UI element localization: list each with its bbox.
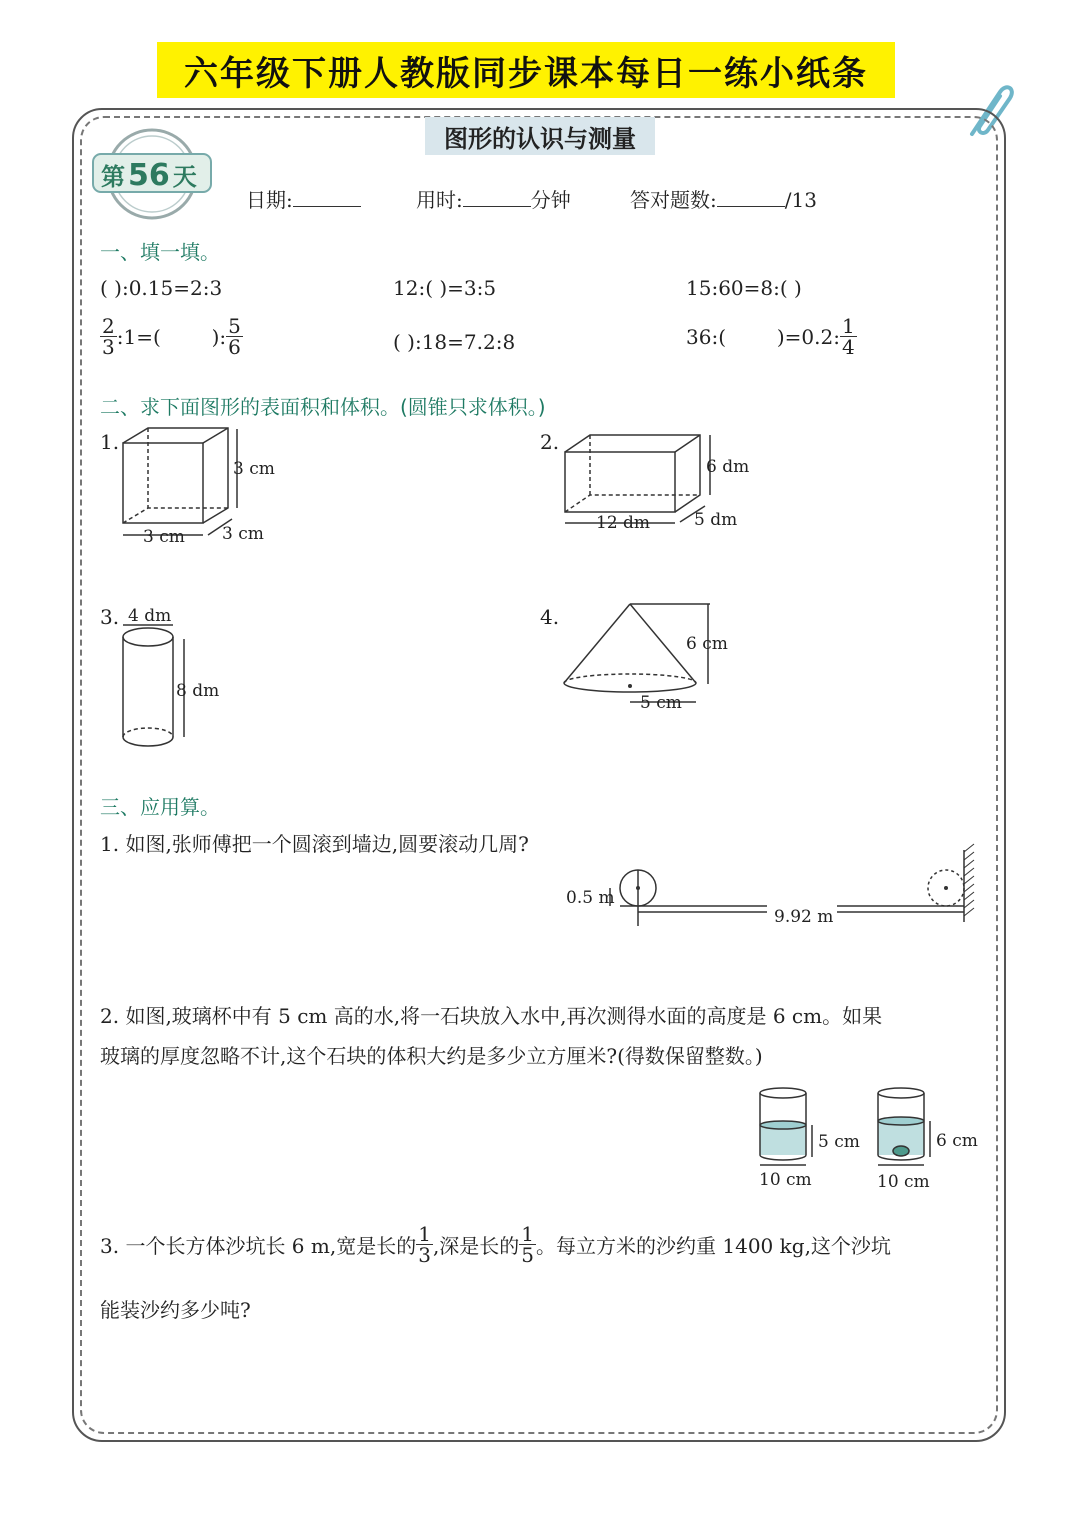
section-2-title: 二、求下面图形的表面积和体积。(圆锥只求体积。) [100,395,546,419]
fraction [840,316,857,357]
app-q3-part-c: 。每立方米的沙约重 1400 kg,这个沙坑 [536,1234,891,1258]
denominator: 4 [841,335,855,359]
app-q1: 1. 如图,张师傅把一个圆滚到墙边,圆要滚动几周? [100,832,529,856]
s1-q4-mid: :1=( ): [116,324,227,349]
fraction [226,316,243,357]
app-q3-part-b: ,深是长的 [432,1234,520,1258]
cube-length-label: 3 cm [143,527,185,547]
time-field [416,184,571,213]
numerator: 1 [418,1222,431,1246]
app-q2-line1: 2. 如图,玻璃杯中有 5 cm 高的水,将一石块放入水中,再次测得水面的高度是 6 cm。如果 [100,1004,883,1028]
figure-2-number: 2. [540,430,560,454]
figure-cuboid [560,430,750,533]
figure-3-number: 3. [100,605,120,629]
numerator: 1 [521,1222,535,1246]
day-badge [93,128,211,220]
app-q3-part-a: 3. 一个长方体沙坑长 6 m,宽是长的 [100,1234,417,1258]
cone-height-label: 6 cm [686,634,728,654]
time-unit: 分钟 [530,188,571,212]
cuboid-length-label: 12 dm [596,513,651,533]
score-blank[interactable] [717,188,785,207]
radius-label: 0.5 m [566,888,615,908]
time-blank[interactable] [463,188,531,207]
distance-label: 9.92 m [774,907,834,927]
s1-q1: ( ):0.15=2:3 [100,276,223,300]
topic-title: 图形的认识与测量 [425,117,655,155]
figure-rolling-circle [560,842,985,932]
fraction [100,316,117,357]
figure-cube [118,425,298,550]
day-suffix: 天 [172,163,197,191]
app-q3-line2: 能装沙约多少吨? [100,1298,251,1322]
day-prefix: 第 [101,163,125,191]
numerator: 2 [102,314,115,338]
cone-radius-label: 5 cm [640,693,682,713]
s1-q6-pre: 36:( )=0.2: [686,324,840,349]
denominator: 3 [102,335,115,359]
day-number: 56 [128,158,170,193]
app-q2-line2: 玻璃的厚度忽略不计,这个石块的体积大约是多少立方厘米?(得数保留整数。) [100,1044,763,1068]
cube-width-label: 3 cm [222,524,264,544]
figure-cone [560,598,730,718]
figure-1-number: 1. [100,430,120,454]
fraction [416,1224,433,1265]
date-field [246,184,361,213]
time-label: 用时: [416,188,463,212]
date-blank[interactable] [293,188,361,207]
s1-q4 [100,316,243,357]
numerator: 1 [841,314,855,338]
denominator: 5 [521,1243,535,1267]
s1-q3: 15:60=8:( ) [686,276,802,300]
cylinder-diameter-label: 4 dm [128,606,172,626]
correct-label: 答对题数: [630,188,717,212]
section-3-title: 三、应用算。 [100,795,220,819]
section-1-title: 一、填一填。 [100,240,220,264]
s1-q6 [686,316,857,357]
glass1-water-label: 5 cm [818,1132,860,1152]
denominator: 3 [418,1243,431,1267]
denominator: 6 [228,335,241,359]
cuboid-height-label: 6 dm [706,457,750,477]
cuboid-width-label: 5 dm [694,510,738,530]
numerator: 5 [228,314,241,338]
figure-cylinder [118,603,238,753]
figure-4-number: 4. [540,605,560,629]
app-q3-line1 [100,1224,891,1265]
date-label: 日期: [246,188,293,212]
fraction [519,1224,536,1265]
correct-total: /13 [784,188,817,212]
cylinder-height-label: 8 dm [176,681,220,701]
cube-height-label: 3 cm [233,459,275,479]
glass2-water-label: 6 cm [936,1131,978,1151]
s1-q2: 12:( )=3:5 [393,276,497,300]
figure-glasses [752,1085,984,1195]
s1-q5: ( ):18=7.2:8 [393,330,516,354]
page-banner: 六年级下册人教版同步课本每日一练小纸条 [157,42,895,98]
glass2-diameter-label: 10 cm [877,1172,930,1192]
score-field [630,184,817,213]
glass1-diameter-label: 10 cm [759,1170,812,1190]
